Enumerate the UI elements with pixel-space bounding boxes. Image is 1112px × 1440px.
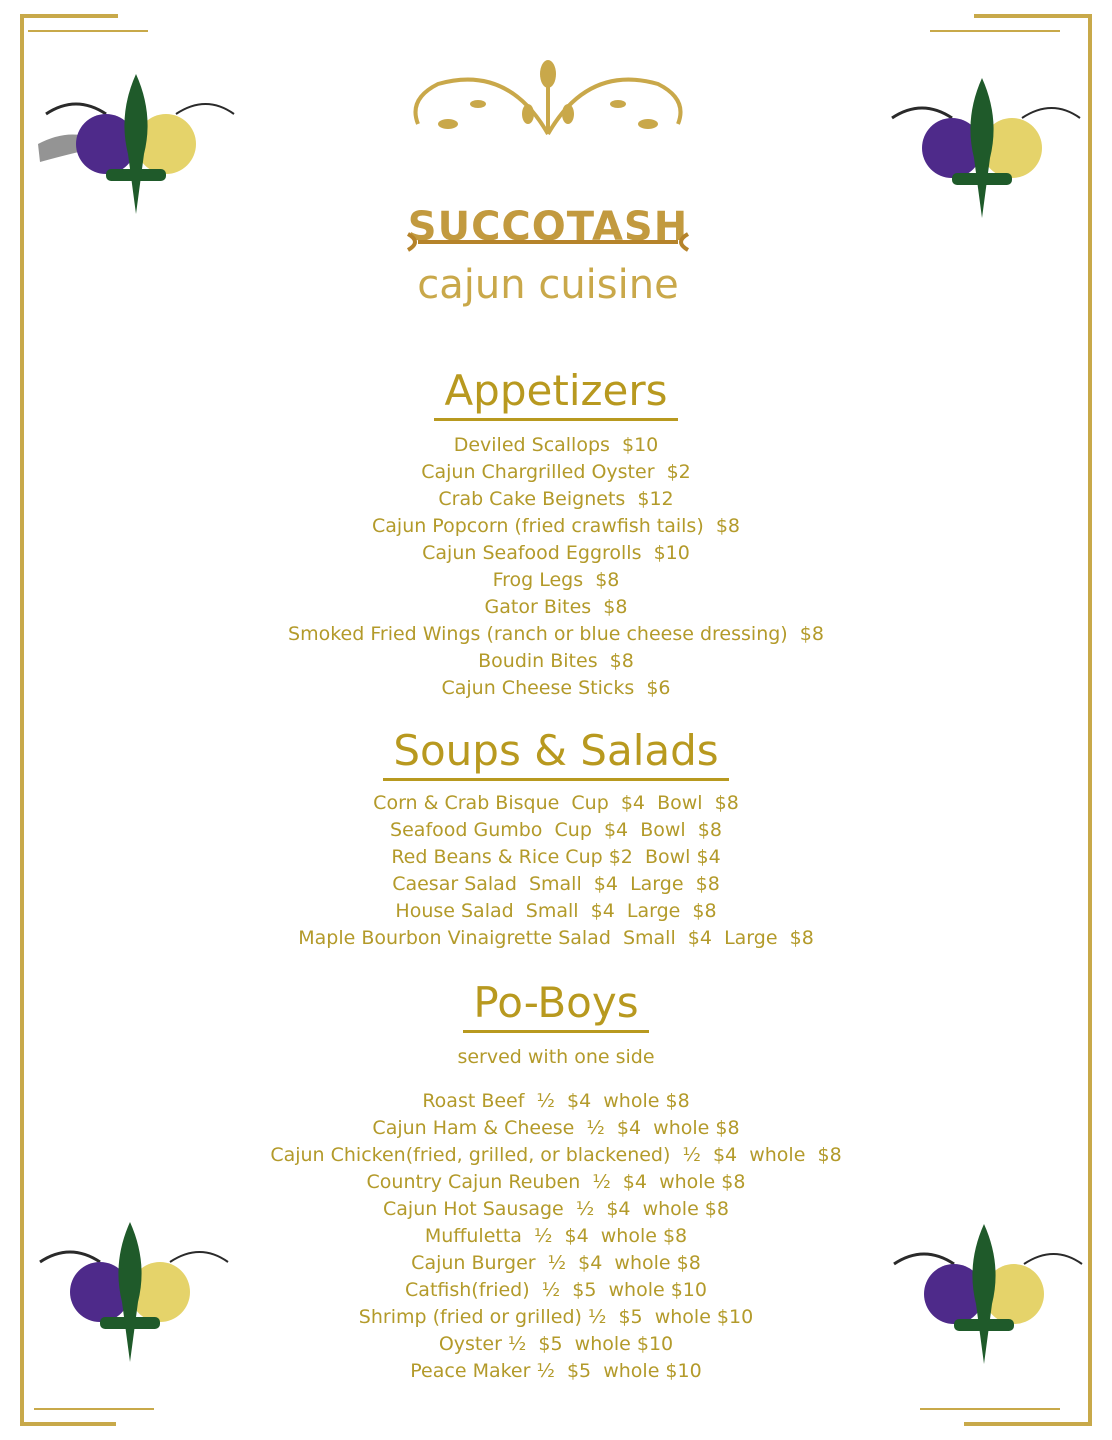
menu-item: Maple Bourbon Vinaigrette Salad Small $4 Large $8 <box>298 927 814 949</box>
menu-item: Cajun Hot Sausage ½ $4 whole $8 <box>383 1198 729 1220</box>
menu-item: Gator Bites $8 <box>484 596 628 618</box>
restaurant-name: SUCCOTASH <box>407 204 689 250</box>
menu-item: Frog Legs $8 <box>492 569 620 591</box>
menu-item: Shrimp (fried or grilled) ½ $5 whole $10 <box>358 1306 754 1328</box>
frame-line <box>20 14 118 18</box>
frame-line <box>974 14 1092 18</box>
menu-item: Deviled Scallops $10 <box>453 434 659 456</box>
fleur-de-lis-icon <box>36 74 236 224</box>
menu-item: Catfish(fried) ½ $5 whole $10 <box>405 1279 707 1301</box>
menu-item: Country Cajun Reuben ½ $4 whole $8 <box>366 1171 746 1193</box>
section-heading-soups-salads: Soups & Salads <box>0 726 1112 781</box>
menu-item: Cajun Seafood Eggrolls $10 <box>422 542 690 564</box>
menu-item: Boudin Bites $8 <box>478 650 634 672</box>
frame-line <box>930 30 1060 32</box>
frame-line <box>920 1408 1060 1410</box>
menu-item: Cajun Burger ½ $4 whole $8 <box>411 1252 701 1274</box>
po-boys-note: served with one side <box>457 1046 655 1068</box>
section-heading-po-boys: Po-Boys <box>0 978 1112 1033</box>
menu-item: Roast Beef ½ $4 whole $8 <box>422 1090 690 1112</box>
ornament-icon <box>378 44 718 194</box>
po-boys-list <box>0 1088 1112 1385</box>
menu-item: Crab Cake Beignets $12 <box>438 488 674 510</box>
frame-line <box>964 1422 1092 1426</box>
fleur-de-lis-icon <box>882 78 1082 228</box>
appetizers-list <box>0 432 1112 702</box>
soups-salads-list <box>0 790 1112 952</box>
menu-item: Cajun Chicken(fried, grilled, or blackened) ½ $4 whole $8 <box>270 1144 842 1166</box>
menu-item: Oyster ½ $5 whole $10 <box>438 1333 674 1355</box>
menu-item: Cajun Chargrilled Oyster $2 <box>421 461 691 483</box>
menu-item: Cajun Popcorn (fried crawfish tails) $8 <box>372 515 740 537</box>
menu-item: House Salad Small $4 Large $8 <box>395 900 717 922</box>
menu-item: Corn & Crab Bisque Cup $4 Bowl $8 <box>373 792 739 814</box>
restaurant-tagline: cajun cuisine <box>417 262 679 308</box>
divider-ornament-icon <box>378 230 718 254</box>
section-heading-appetizers: Appetizers <box>0 366 1112 421</box>
menu-item: Cajun Ham & Cheese ½ $4 whole $8 <box>372 1117 740 1139</box>
menu-item: Cajun Cheese Sticks $6 <box>441 677 671 699</box>
frame-line <box>28 30 148 32</box>
menu-item: Muffuletta ½ $4 whole $8 <box>424 1225 688 1247</box>
menu-item: Seafood Gumbo Cup $4 Bowl $8 <box>390 819 722 841</box>
menu-item: Red Beans & Rice Cup $2 Bowl $4 <box>391 846 721 868</box>
frame-line <box>34 1408 154 1410</box>
menu-item: Peace Maker ½ $5 whole $10 <box>410 1360 702 1382</box>
frame-line <box>20 1422 116 1426</box>
menu-item: Caesar Salad Small $4 Large $8 <box>392 873 720 895</box>
menu-item: Smoked Fried Wings (ranch or blue cheese dressing) $8 <box>288 623 824 645</box>
restaurant-logo <box>378 44 718 314</box>
